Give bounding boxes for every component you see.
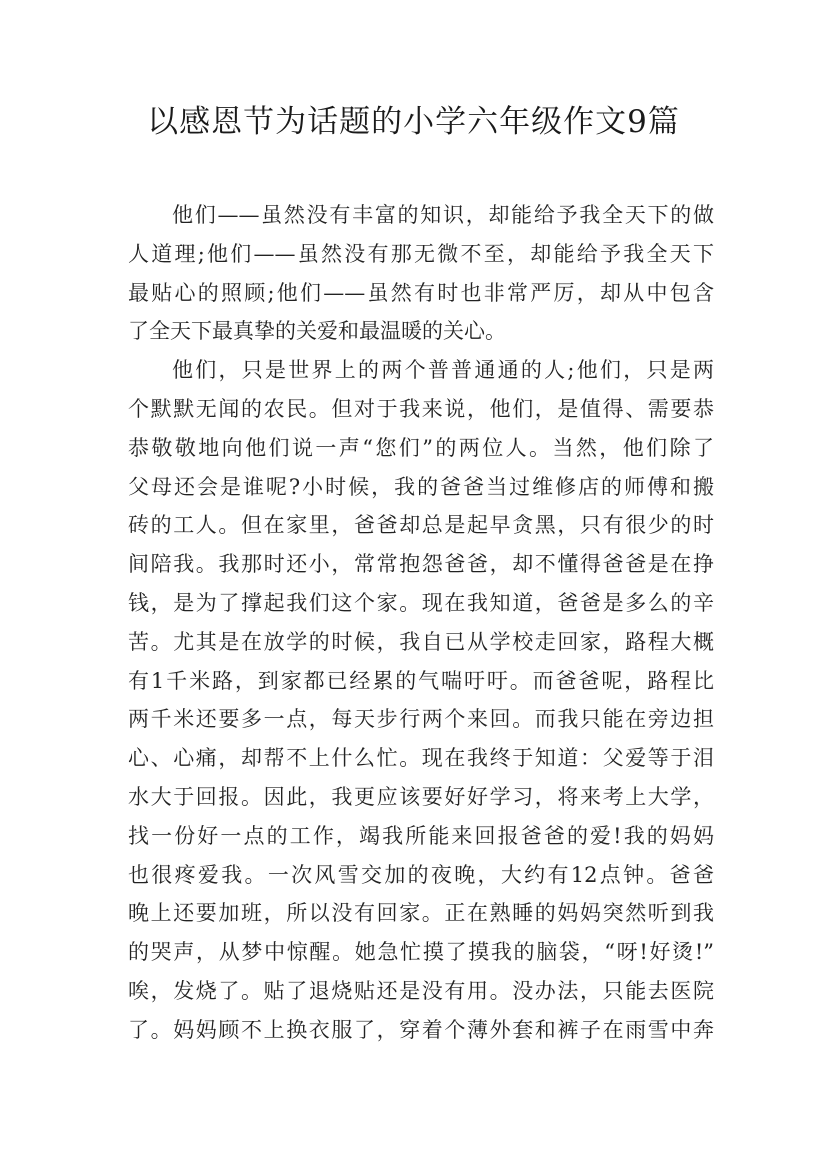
text-line: 最贴心的照顾;他们——虽然有时也非常严厉，却从中包含 (128, 280, 714, 305)
document-title: 以感恩节为话题的小学六年级作文9篇 (147, 104, 680, 140)
text-line: 砖的工人。但在家里，爸爸却总是起早贪黑，只有很少的时 (128, 513, 714, 538)
text-line: 也很疼爱我。一次风雪交加的夜晚，大约有12点钟。爸爸 (128, 862, 714, 887)
text-line: 水大于回报。因此，我更应该要好好学习，将来考上大学， (128, 784, 714, 809)
text-line: 他们——虽然没有丰富的知识，却能给予我全天下的做 (172, 203, 714, 227)
text-line: 有1千米路，到家都已经累的气喘吁吁。而爸爸呢，路程比 (128, 668, 714, 693)
paragraph (128, 351, 714, 1049)
text-line: 钱，是为了撑起我们这个家。现在我知道，爸爸是多么的辛 (128, 590, 714, 615)
text-line: 父母还会是谁呢?小时候，我的爸爸当过维修店的师傅和搬 (128, 474, 714, 499)
text-line: 心、心痛，却帮不上什么忙。现在我终于知道：父爱等于泪 (128, 746, 714, 771)
text-line: 两千米还要多一点，每天步行两个来回。而我只能在旁边担 (128, 707, 714, 732)
text-line: 他们，只是世界上的两个普普通通的人;他们，只是两 (172, 358, 714, 383)
text-line: 的哭声，从梦中惊醒。她急忙摸了摸我的脑袋，“呀!好烫!” (128, 940, 714, 965)
text-line: 晚上还要加班，所以没有回家。正在熟睡的妈妈突然听到我 (128, 901, 714, 926)
text-line: 间陪我。我那时还小，常常抱怨爸爸，却不懂得爸爸是在挣 (128, 552, 714, 577)
text-line: 恭敬敬地向他们说一声“您们”的两位人。当然，他们除了 (128, 435, 714, 460)
text-line: 唉，发烧了。贴了退烧贴还是没有用。没办法，只能去医院 (128, 978, 714, 1003)
text-line: 了。妈妈顾不上换衣服了，穿着个薄外套和裤子在雨雪中奔 (128, 1017, 714, 1042)
text-line: 个默默无闻的农民。但对于我来说，他们，是值得、需要恭 (128, 396, 714, 421)
text-line: 找一份好一点的工作，竭我所能来回报爸爸的爱!我的妈妈 (128, 823, 714, 848)
text-line: 苦。尤其是在放学的时候，我自已从学校走回家，路程大概 (128, 629, 714, 654)
paragraph (128, 196, 714, 351)
text-line: 了全天下最真挚的关爱和最温暖的关心。 (128, 319, 506, 344)
document-body (128, 196, 714, 1050)
text-line: 人道理;他们——虽然没有那无微不至，却能给予我全天下 (128, 241, 714, 266)
